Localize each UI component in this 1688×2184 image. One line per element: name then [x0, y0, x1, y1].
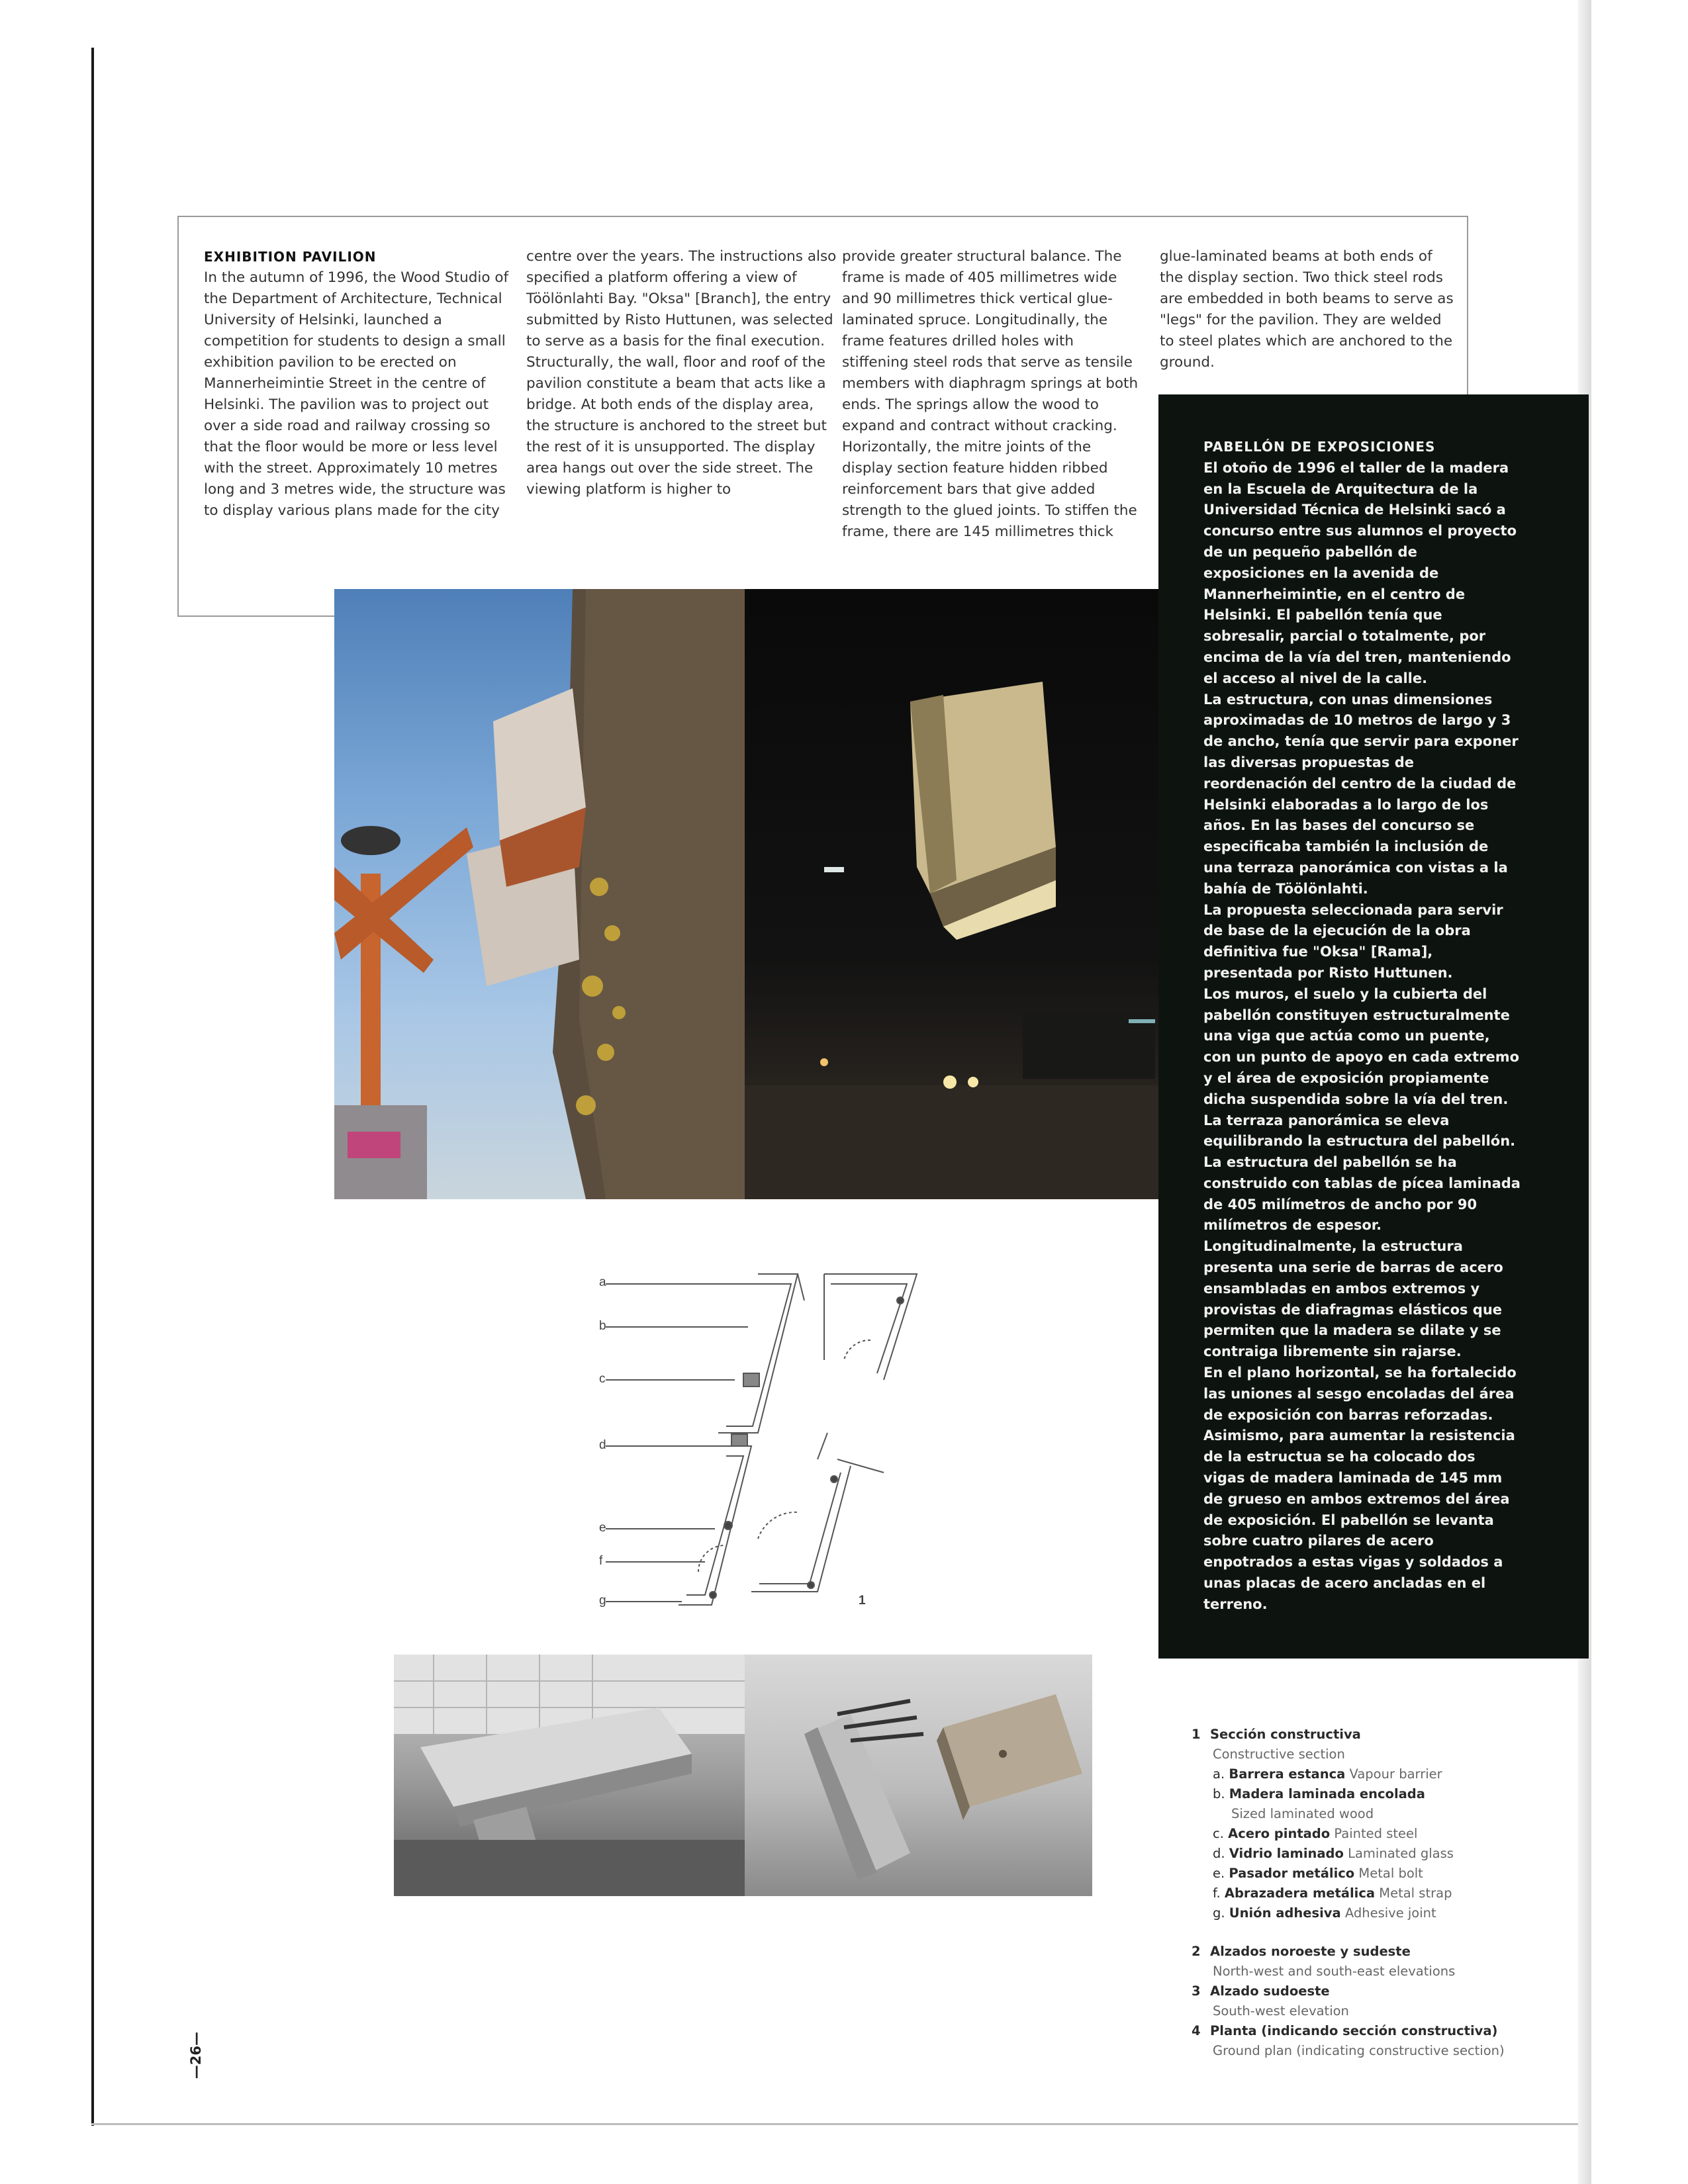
- label-b: b: [599, 1319, 606, 1333]
- legend-sub-letter: e.: [1213, 1866, 1225, 1881]
- english-col2b-text: Structurally, the wall, floor and roof of the pavilion constitute a beam that acts like a bridge. At both ends of the display area, the structure is anchored to the street but the rest of it is unsupported. The display area hangs out over the side street. The viewing platform is higher to: [526, 354, 827, 498]
- construction-photo-2: [745, 1655, 1092, 1896]
- legend-sub-es: Vidrio laminado: [1229, 1846, 1344, 1861]
- legend-sub-letter: b.: [1213, 1786, 1225, 1801]
- legend-sub-es: Unión adhesiva: [1229, 1905, 1341, 1921]
- spanish-paragraph-4: Los muros, el suelo y la cubierta del pabellón constituyen estructuralmente una viga que actúa como un puente, con un punto de apoyo en cada extremo y el área de exposición propiamente dicha suspendida sobre la vía del tren. La terraza panorámica se eleva equilibrando la estructura del pabellón.: [1203, 985, 1520, 1150]
- page-edge-bottom: [91, 2123, 1581, 2125]
- legend-sub-en: Sized laminated wood: [1231, 1806, 1374, 1821]
- label-e: e: [599, 1521, 606, 1535]
- legend-sub-es: Abrazadera metálica: [1224, 1886, 1376, 1901]
- spanish-text-block: [1203, 437, 1521, 1615]
- spanish-paragraph-3: La propuesta seleccionada para servir de base de la ejecución de la obra definitiva fue "Oksa" [Rama], presentada por Risto Huttunen.: [1203, 901, 1503, 981]
- legend-sub-en: Adhesive joint: [1344, 1905, 1436, 1921]
- legend-3-num: 3: [1192, 1983, 1201, 1999]
- legend-2-es: Alzados noroeste y sudeste: [1210, 1944, 1411, 1959]
- label-a: a: [599, 1275, 606, 1289]
- figure-legend: [1192, 1725, 1562, 2061]
- legend-4-num: 4: [1192, 2023, 1201, 2038]
- label-d: d: [599, 1438, 606, 1452]
- page-number: —26—: [188, 2032, 204, 2079]
- legend-sub-es: Madera laminada encolada: [1229, 1786, 1425, 1801]
- spanish-paragraph-6: En el plano horizontal, se ha fortalecido las uniones al sesgo encoladas del área de exposición con barras reforzadas. Asimismo, para aumentar la resistencia de la estructua se ha colocado dos vigas de madera laminada de 145 mm de grueso en ambos extremos del área de exposición. El pabellón se levanta sobre cuatro pilares de acero enpotrados a estas vigas y soldados a unas placas de acero ancladas en el terreno.: [1203, 1365, 1517, 1612]
- spanish-paragraph-2: La estructura, con unas dimensiones aproximadas de 10 metros de largo y 3 de ancho, tenía que servir para exponer las diversas propuestas de reordenación del centro de la ciudad de Helsinki elaboradas a lo largo de los años. En las bases del concurso se especificaba también la inclusión de una terraza panorámica con vistas a la bahía de Töölönlahti.: [1203, 691, 1519, 897]
- legend-3-en: South-west elevation: [1213, 2003, 1349, 2019]
- legend-sub-letter: d.: [1213, 1846, 1225, 1861]
- english-column-1: [204, 246, 515, 522]
- legend-sub-es: Acero pintado: [1228, 1826, 1331, 1841]
- english-column-4: [1160, 246, 1458, 373]
- english-col3-text: provide greater structural balance. The frame is made of 405 millimetres wide and 90 millimetres thick vertical glue-laminated spruce. Longitudinally, the frame features drilled holes with stiffening steel rods that serve as tensile members with diaphragm springs at both ends. The springs allow the wood to expand and contract without cracking. Horizontally, the mitre joints of the display section feature hidden ribbed reinforcement bars that give added strength to the glued joints. To stiffen the frame, there are 145 millimetres thick: [842, 248, 1139, 540]
- pavilion-night-photo: [745, 589, 1158, 1199]
- english-column-2: [526, 246, 837, 500]
- legend-sub-en: Laminated glass: [1348, 1846, 1454, 1861]
- english-col1-text: In the autumn of 1996, the Wood Studio of the Department of Architecture, Technical University of Helsinki, launched a competition for students to design a small exhibition pavilion to be erected on Mannerheimintie Street in the centre of Helsinki. The pavilion was to project out over a side road and railway crossing so that the floor would be more or less level with the street. Approximately 10 metres long and 3 metres wide, the structure was to display various plans made for the city: [204, 269, 509, 519]
- spanish-title: PABELLÓN DE EXPOSICIONES: [1203, 439, 1436, 455]
- legend-1-es: Sección constructiva: [1210, 1727, 1361, 1742]
- english-title: EXHIBITION PAVILION: [204, 249, 377, 265]
- legend-1-en: Constructive section: [1213, 1747, 1345, 1762]
- legend-sub-es: Pasador metálico: [1229, 1866, 1355, 1881]
- construction-photo-1: [394, 1655, 745, 1896]
- legend-3-es: Alzado sudoeste: [1210, 1983, 1330, 1999]
- english-col2a-text: centre over the years. The instructions also specified a platform offering a view of Töölönlahti Bay. "Oksa" [Branch], the entry submitted by Risto Huttunen, was selected to serve as a basis for the final execution.: [526, 248, 837, 349]
- legend-sub-letter: a.: [1213, 1766, 1225, 1782]
- label-c: c: [599, 1372, 606, 1386]
- english-col4-text: glue-laminated beams at both ends of the display section. Two thick steel rods are embedded in both beams to serve as "legs" for the pavilion. They are welded to steel plates which are anchored to the ground.: [1160, 248, 1454, 371]
- legend-sub-en: Painted steel: [1334, 1826, 1418, 1841]
- figure-number: 1: [859, 1594, 866, 1608]
- english-frame-bottom: [177, 615, 336, 617]
- constructive-section-drawing: [599, 1261, 950, 1618]
- legend-4-en: Ground plan (indicating constructive section): [1213, 2043, 1505, 2058]
- spanish-paragraph-5: La estructura del pabellón se ha construido con tablas de pícea laminada de 405 milímetros de ancho por 90 milímetros de espesor. Longitudinalmente, la estructura presenta una serie de barras de acero ensambladas en ambos extremos y provistas de diafragmas elásticos que permiten que la madera se dilate y se contraiga libremente sin rajarse.: [1203, 1154, 1521, 1360]
- english-column-3: [842, 246, 1143, 543]
- pavilion-day-photo: [334, 589, 745, 1199]
- legend-sub-en: Vapour barrier: [1349, 1766, 1442, 1782]
- spanish-paragraph-1: El otoño de 1996 el taller de la madera en la Escuela de Arquitectura de la Universidad Técnica de Helsinki sacó a concurso entre sus alumnos el proyecto de un pequeño pabellón de exposiciones en la avenida de Mannerheimintie, en el centro de Helsinki. El pabellón tenía que sobresalir, parcial o totalmente, por encima de la vía del tren, manteniendo el acceso al nivel de la calle.: [1203, 459, 1517, 686]
- label-g: g: [599, 1594, 606, 1608]
- legend-1-num: 1: [1192, 1727, 1201, 1742]
- legend-sub-letter: g.: [1213, 1905, 1225, 1921]
- legend-sub-es: Barrera estanca: [1229, 1766, 1346, 1782]
- legend-2-num: 2: [1192, 1944, 1201, 1959]
- legend-sub-letter: f.: [1213, 1886, 1221, 1901]
- legend-4-es: Planta (indicando sección constructiva): [1210, 2023, 1498, 2038]
- legend-sub-en: Metal strap: [1379, 1886, 1452, 1901]
- page-edge-left: [91, 48, 94, 2126]
- legend-sub-en: Metal bolt: [1358, 1866, 1423, 1881]
- label-f: f: [599, 1554, 603, 1568]
- legend-sub-letter: c.: [1213, 1826, 1224, 1841]
- legend-2-en: North-west and south-east elevations: [1213, 1964, 1456, 1979]
